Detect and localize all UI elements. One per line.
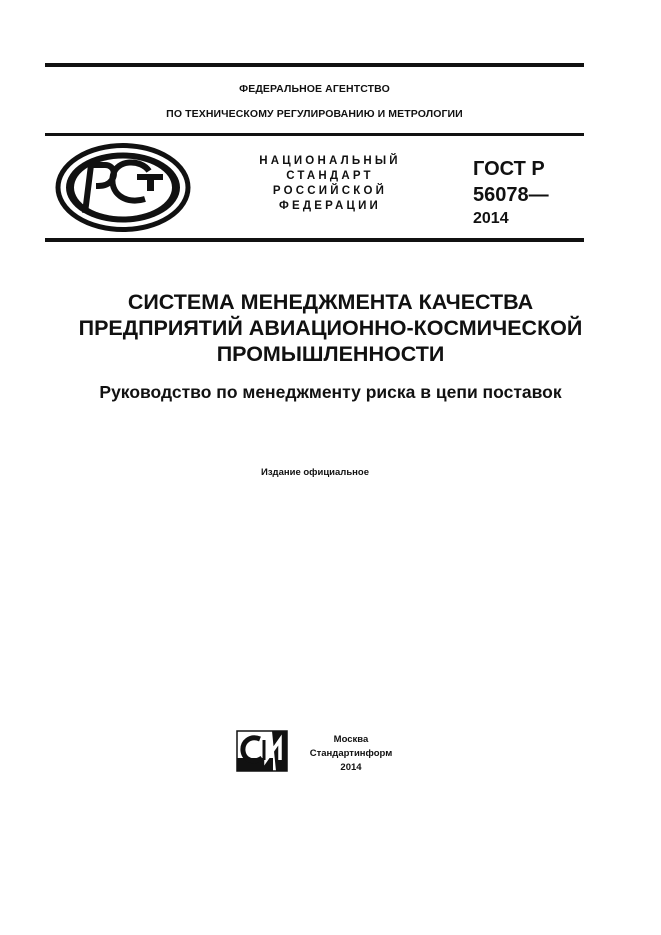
standard-block-rule: [45, 238, 584, 242]
standard-type-line-4: ФЕДЕРАЦИИ: [278, 200, 382, 212]
standard-type-line-1: НАЦИОНАЛЬНЫЙ: [259, 155, 401, 167]
header-rule: [45, 133, 584, 136]
document-subtitle: Руководство по менеджменту риска в цепи поставок: [99, 382, 562, 402]
publisher-year: 2014: [340, 762, 362, 773]
standard-type-line-3: РОССИЙСКОЙ: [272, 185, 388, 197]
edition-note: Издание официальное: [261, 467, 369, 478]
document-title: [30, 289, 631, 367]
top-rule: [45, 63, 584, 67]
agency-line-2: ПО ТЕХНИЧЕСКОМУ РЕГУЛИРОВАНИЮ И МЕТРОЛОГИИ: [166, 108, 463, 120]
agency-line-1: ФЕДЕРАЛЬНОЕ АГЕНТСТВО: [239, 83, 390, 95]
publisher-name: Стандартинформ: [309, 748, 393, 759]
standard-code-line-2: 56078—: [473, 184, 549, 206]
standard-type-line-2: СТАНДАРТ: [286, 170, 374, 182]
document-title-line-3: ПРОМЫШЛЕННОСТИ: [216, 342, 445, 366]
document-title-line-2: ПРЕДПРИЯТИЙ АВИАЦИОННО-КОСМИЧЕСКОЙ: [78, 316, 583, 340]
publisher-city: Москва: [333, 734, 369, 745]
standard-code-line-1: ГОСТ Р: [473, 158, 545, 180]
standartinform-logo-icon: [236, 730, 288, 772]
document-title-line-1: СИСТЕМА МЕНЕДЖМЕНТА КАЧЕСТВА: [127, 290, 534, 314]
publisher-info: [296, 733, 406, 775]
rst-certification-logo-icon: [55, 143, 191, 232]
standard-code-year: 2014: [473, 210, 509, 227]
standard-code: [473, 156, 583, 230]
